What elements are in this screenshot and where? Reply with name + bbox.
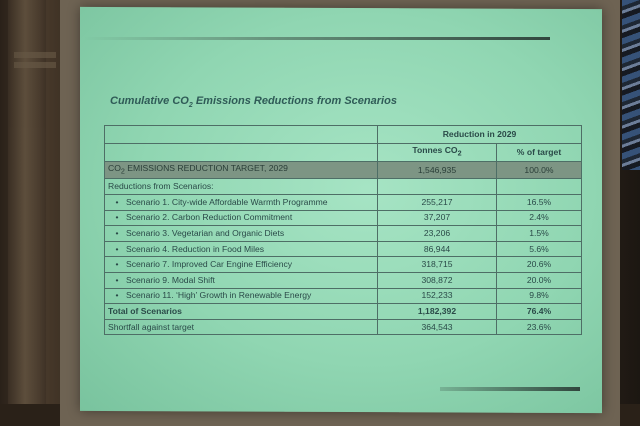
- slide-top-rule: [84, 37, 550, 40]
- scenario-tonnes: 255,217: [378, 195, 497, 211]
- scenario-row: [105, 288, 582, 304]
- scenario-row: [105, 257, 582, 273]
- bullet-icon: •: [115, 228, 119, 239]
- scenario-percent: 5.6%: [497, 241, 582, 257]
- scenario-row: [105, 195, 582, 211]
- reductions-blank-percent: [497, 179, 582, 195]
- shortfall-percent: 23.6%: [497, 319, 582, 335]
- scenario-label: Scenario 2. Carbon Reduction Commitment: [126, 212, 293, 223]
- table-subheader-row: [105, 144, 582, 162]
- subheader-blank-cell: [105, 144, 378, 162]
- scenario-row: [105, 241, 582, 257]
- scenario-percent: 2.4%: [497, 210, 582, 226]
- scenario-row: [105, 210, 582, 226]
- scenario-tonnes: 308,872: [378, 273, 497, 289]
- slide-title: [110, 95, 397, 109]
- target-label-suffix: EMISSIONS REDUCTION TARGET, 2029: [124, 162, 288, 173]
- scenario-row: [105, 226, 582, 242]
- scenario-tonnes: 152,233: [378, 288, 497, 304]
- target-tonnes: 1,546,935: [378, 161, 497, 179]
- table-header-row: [105, 126, 582, 144]
- shortfall-row: [105, 319, 582, 335]
- scenario-label: Scenario 1. City-wide Affordable Warmth Programme: [126, 196, 328, 207]
- slide-bottom-rule: [440, 387, 580, 391]
- bullet-icon: •: [115, 243, 119, 254]
- scenario-percent: 1.5%: [497, 226, 582, 242]
- reductions-blank-tonnes: [378, 179, 497, 195]
- scenario-percent: 20.6%: [497, 257, 582, 273]
- slide-title-subscript: 2: [188, 102, 193, 110]
- scenario-label: Scenario 11. ‘High’ Growth in Renewable Energy: [126, 290, 312, 301]
- bullet-icon: •: [115, 274, 119, 285]
- col-header-tonnes: [378, 144, 497, 162]
- scenario-label: Scenario 4. Reduction in Food Miles: [126, 243, 265, 254]
- shortfall-tonnes: 364,543: [378, 319, 497, 335]
- scenario-label-cell: [105, 241, 378, 257]
- col-header-tonnes-prefix: Tonnes CO: [412, 145, 458, 155]
- stained-glass-window: [622, 0, 640, 170]
- scenario-label-cell: [105, 195, 378, 211]
- scenario-label: Scenario 7. Improved Car Engine Efficiency: [126, 259, 293, 270]
- scenario-label: Scenario 3. Vegetarian and Organic Diets: [126, 228, 285, 239]
- scenario-label-cell: [105, 257, 378, 273]
- target-label: [105, 161, 378, 179]
- total-row: [105, 304, 582, 320]
- total-label: Total of Scenarios: [105, 304, 378, 320]
- total-percent: 76.4%: [497, 304, 582, 320]
- col-header-percent: % of target: [497, 144, 582, 162]
- slide-title-prefix: Cumulative CO: [110, 95, 189, 107]
- reductions-heading: Reductions from Scenarios:: [105, 179, 378, 195]
- bullet-icon: •: [115, 196, 119, 207]
- scenario-tonnes: 23,206: [378, 226, 497, 242]
- scenario-tonnes: 37,207: [378, 210, 497, 226]
- header-blank-cell: [105, 126, 378, 144]
- scenario-label-cell: [105, 273, 378, 289]
- reductions-heading-row: [105, 179, 582, 195]
- scenario-percent: 16.5%: [497, 195, 582, 211]
- col-header-tonnes-subscript: 2: [457, 149, 462, 158]
- scenario-label-cell: [105, 226, 378, 242]
- target-label-prefix: CO: [108, 162, 121, 173]
- scenario-tonnes: 318,715: [378, 257, 497, 273]
- scenario-percent: 9.8%: [497, 288, 582, 304]
- group-header: Reduction in 2029: [378, 126, 582, 144]
- scenario-label-cell: [105, 288, 378, 304]
- scenario-percent: 20.0%: [497, 273, 582, 289]
- target-row: [105, 161, 582, 179]
- pillar-ring: [14, 52, 56, 58]
- target-label-subscript: 2: [120, 167, 125, 176]
- stone-pillar: [8, 0, 46, 426]
- scenario-label-cell: [105, 210, 378, 226]
- slide-title-suffix: Emissions Reductions from Scenarios: [192, 95, 397, 107]
- scenario-tonnes: 86,944: [378, 241, 497, 257]
- shortfall-label: Shortfall against target: [105, 319, 378, 335]
- total-tonnes: 1,182,392: [378, 304, 497, 320]
- bullet-icon: •: [115, 290, 119, 301]
- pillar-ring: [14, 62, 56, 68]
- bullet-icon: •: [115, 212, 119, 223]
- target-percent: 100.0%: [497, 161, 582, 179]
- scenario-row: [105, 273, 582, 289]
- bullet-icon: •: [115, 259, 119, 270]
- emissions-table: [104, 125, 582, 335]
- scenario-label: Scenario 9. Modal Shift: [126, 274, 215, 285]
